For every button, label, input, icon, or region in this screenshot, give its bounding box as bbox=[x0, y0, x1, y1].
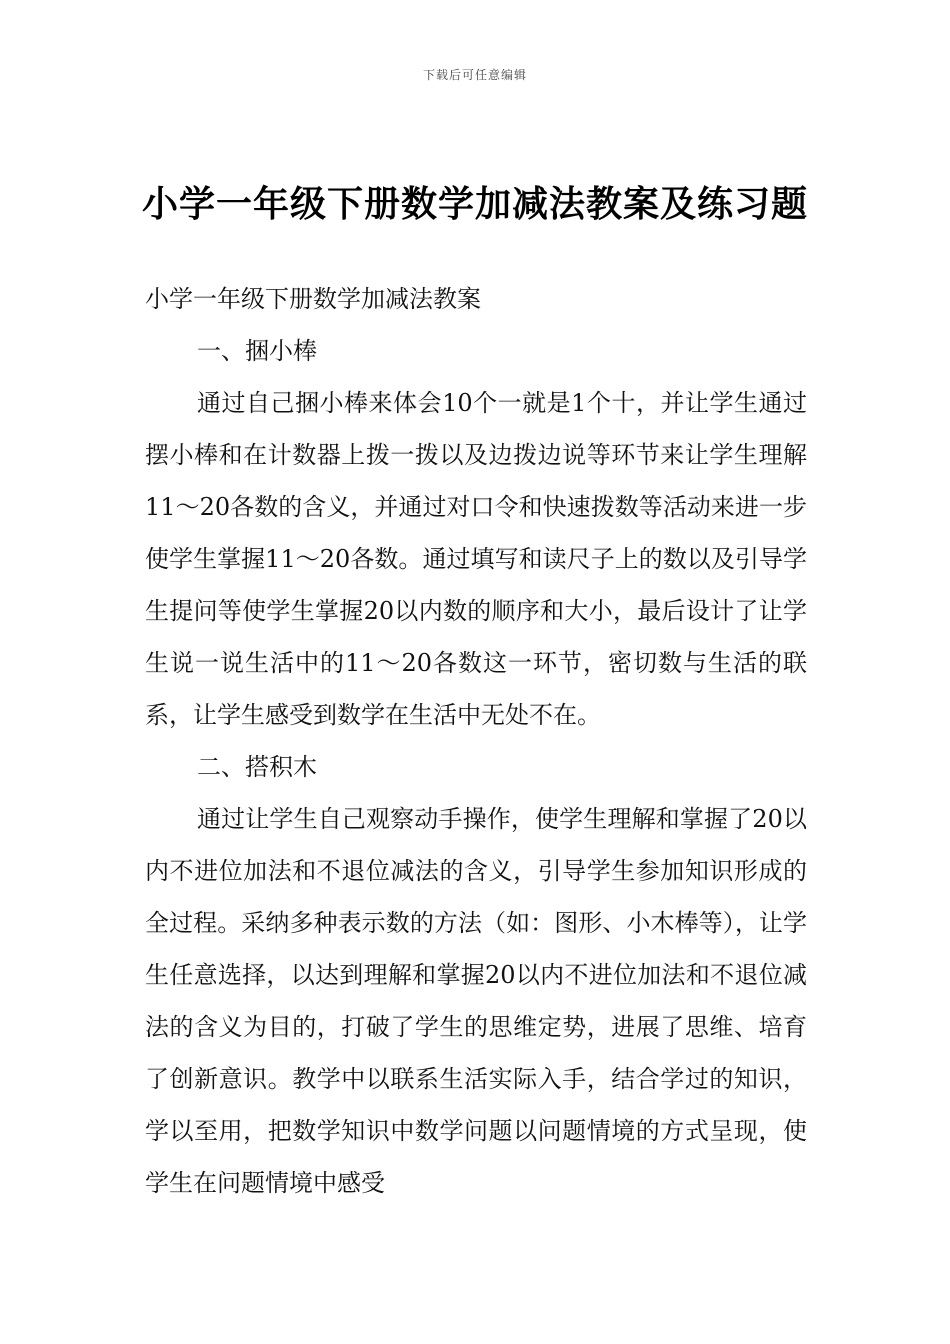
document-subtitle: 小学一年级下册数学加减法教案 bbox=[145, 285, 481, 313]
section-paragraph-2: 通过让学生自己观察动手操作，使学生理解和掌握了20以内不进位加法和不退位减法的含义，引导学生参加知识形成的全过程。采纳多种表示数的方法（如：图形、小木棒等），让学生任意选择，以达到理解和掌握20以内不进位加法和不退位减法的含义为目的，打破了学生的思维定势，进展了思维、培育了创新意识。教学中以联系生活实际入手，结合学过的知识，学以至用，把数学知识中数学问题以问题情境的方式呈现，使学生在问题情境中感受 bbox=[145, 805, 807, 1197]
header-note: 下载后可任意编辑 bbox=[422, 68, 527, 82]
section-heading-1: 一、捆小棒 bbox=[197, 337, 317, 365]
section-paragraph-1: 通过自己捆小棒来体会10个一就是1个十，并让学生通过摆小棒和在计数器上拨一拨以及边拨边说等环节来让学生理解11～20各数的含义，并通过对口令和快速拨数等活动来进一步使学生掌握11～20各数。通过填写和读尺子上的数以及引导学生提问等使学生掌握20以内数的顺序和大小，最后设计了让学生说一说生活中的11～20各数这一环节，密切数与生活的联系，让学生感受到数学在生活中无处不在。 bbox=[145, 389, 807, 729]
section-heading-2: 二、搭积木 bbox=[197, 753, 317, 781]
document-title: 小学一年级下册数学加减法教案及练习题 bbox=[141, 184, 808, 225]
document-body bbox=[145, 273, 807, 1209]
